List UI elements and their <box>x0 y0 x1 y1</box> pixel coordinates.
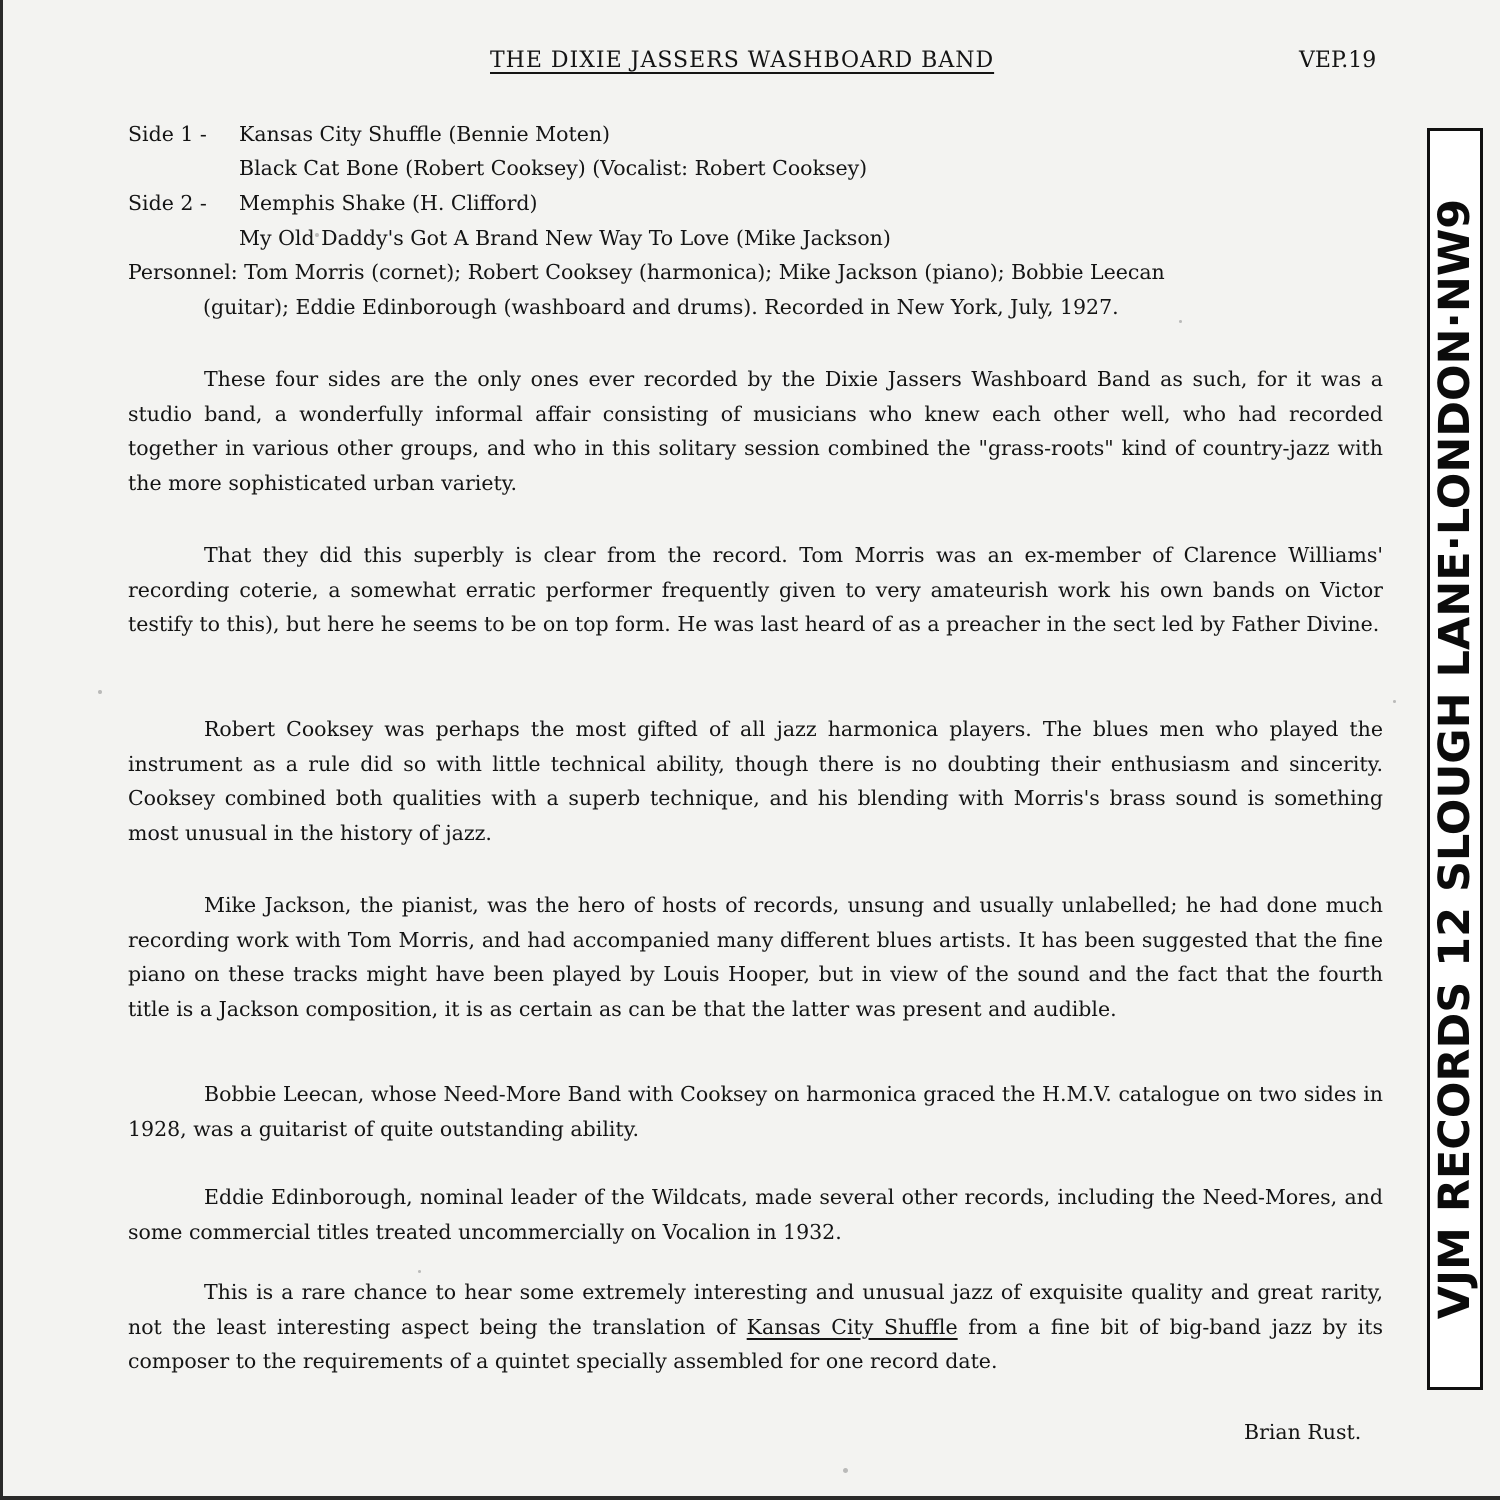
notes-paragraph-4: Mike Jackson, the pianist, was the hero of hosts of records, unsung and usually unlabelled; he had done much recording work with Tom Morris, and had accompanied many different blues artists. It has been suggested that the fine piano on these tracks might have been played by Louis Hooper, but in view of the sound and the fact that the fourth title is a Jackson composition, it is as certain as can be that the latter was present and audible. <box>128 893 1383 1021</box>
wear-speck <box>1393 700 1396 703</box>
notes-paragraph-7-end: from a fine bit of big-band jazz by its composer to the requirements of a quintet specially assembled for one record date. <box>128 1314 1383 1373</box>
label-address-text: VJM RECORDS 12 SLOUGH LANE·LONDON·NW9 <box>1430 198 1480 1320</box>
personnel-line-2: (guitar); Eddie Edinborough (washboard and drums). Recorded in New York, July, 1927. <box>203 295 1119 319</box>
wear-speck <box>1179 320 1182 323</box>
catalog-number: VEP.19 <box>1299 48 1377 73</box>
personnel-line-1: Personnel: Tom Morris (cornet); Robert Cooksey (harmonica); Mike Jackson (piano); Bobbie Leecan <box>128 260 1165 284</box>
notes-paragraph-2: That they did this superbly is clear from the record. Tom Morris was an ex-member of Clarence Williams' recording coterie, a somewhat erratic performer frequently given to very amateurish work his own bands on Victor testify to this), but here he seems to be on top form. He was last heard of as a preacher in the sect led by Father Divine. <box>128 543 1383 636</box>
wear-speck <box>843 1468 848 1473</box>
label-address-band <box>1427 128 1483 1390</box>
notes-paragraph-6: Eddie Edinborough, nominal leader of the Wildcats, made several other records, including the Need-Mores, and some commercial titles treated uncommercially on Vocalion in 1932. <box>128 1185 1383 1244</box>
side-2-track-1: Memphis Shake (H. Clifford) <box>239 191 538 215</box>
wear-speck <box>418 1270 421 1273</box>
side-2-label: Side 2 - <box>128 191 207 215</box>
kansas-city-shuffle-title: Kansas City Shuffle <box>746 1314 958 1339</box>
notes-paragraph-3: Robert Cooksey was perhaps the most gifted of all jazz harmonica players. The blues men who played the instrument as a rule did so with little technical ability, though there is no doubting their enthusiasm and sincerity. Cooksey combined both qualities with a superb technique, and his blending with Morris's brass sound is something most unusual in the history of jazz. <box>128 717 1383 845</box>
notes-paragraph-1: These four sides are the only ones ever recorded by the Dixie Jassers Washboard Band as such, for it was a studio band, a wonderfully informal affair consisting of musicians who knew each other well, who had recorded together in various other groups, and who in this solitary session combined the "grass-roots" kind of country-jazz with the more sophisticated urban variety. <box>128 367 1383 495</box>
side-1-track-1: Kansas City Shuffle (Bennie Moten) <box>239 122 611 146</box>
notes-paragraph-7-start: This is a rare chance to hear some extremely interesting and unusual jazz of exquisite quality and great rarity, not the least interesting aspect being the translation of <box>128 1280 1383 1339</box>
side-1-track-2: Black Cat Bone (Robert Cooksey) (Vocalist: Robert Cooksey) <box>239 156 868 180</box>
album-title: THE DIXIE JASSERS WASHBOARD BAND <box>490 48 995 73</box>
author-signature: Brian Rust. <box>1244 1420 1362 1444</box>
side-1-label: Side 1 - <box>128 122 207 146</box>
side-2-track-2: My Old Daddy's Got A Brand New Way To Love (Mike Jackson) <box>239 226 891 250</box>
notes-paragraph-5: Bobbie Leecan, whose Need-More Band with Cooksey on harmonica graced the H.M.V. catalogue on two sides in 1928, was a guitarist of quite outstanding ability. <box>128 1082 1383 1141</box>
wear-speck <box>98 690 102 694</box>
notes-paragraph-7 <box>128 1275 1383 1379</box>
